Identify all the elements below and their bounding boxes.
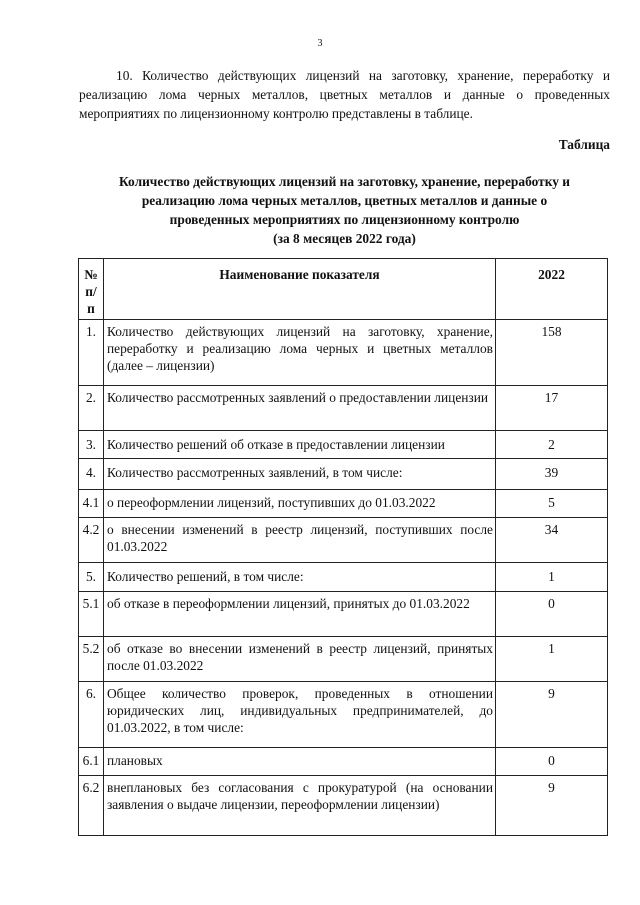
row-indicator-name: внеплановых без согласования с прокуратурой (на основании заявления о выдаче лицензии, переоформлении лицензии) — [104, 776, 496, 836]
row-number: 3. — [79, 431, 104, 459]
table-row — [79, 518, 608, 563]
row-indicator-name: о внесении изменений в реестр лицензий, поступивших после 01.03.2022 — [104, 518, 496, 563]
row-indicator-name: Количество решений, в том числе: — [104, 563, 496, 592]
licenses-table — [78, 258, 608, 836]
header-number — [79, 259, 104, 320]
table-row — [79, 459, 608, 490]
row-indicator-name: об отказе во внесении изменений в реестр лицензий, принятых после 01.03.2022 — [104, 637, 496, 682]
row-value: 17 — [496, 386, 608, 431]
table-title-line: (за 8 месяцев 2022 года) — [273, 231, 416, 246]
row-indicator-name: плановых — [104, 748, 496, 776]
row-indicator-name: об отказе в переоформлении лицензий, принятых до 01.03.2022 — [104, 592, 496, 637]
row-value: 158 — [496, 320, 608, 386]
row-value: 34 — [496, 518, 608, 563]
table-title — [79, 172, 610, 248]
row-number: 4.1 — [79, 490, 104, 518]
row-value: 9 — [496, 776, 608, 836]
row-value: 2 — [496, 431, 608, 459]
row-indicator-name: Количество рассмотренных заявлений, в том числе: — [104, 459, 496, 490]
row-indicator-name: Количество действующих лицензий на заготовку, хранение, переработку и реализацию лома черных и цветных металлов (далее – лицензии) — [104, 320, 496, 386]
row-value: 1 — [496, 563, 608, 592]
table-row — [79, 386, 608, 431]
table-row — [79, 637, 608, 682]
table-row — [79, 748, 608, 776]
table-row — [79, 563, 608, 592]
header-number-line: п — [87, 301, 95, 316]
table-caption: Таблица — [558, 137, 610, 152]
table-row — [79, 320, 608, 386]
page-number: 3 — [317, 38, 323, 49]
table-title-line: реализацию лома черных металлов, цветных металлов и данные о — [141, 193, 548, 208]
table-title-line: Количество действующих лицензий на заготовку, хранение, переработку и — [119, 174, 570, 189]
table-header-row — [79, 259, 608, 320]
row-value: 1 — [496, 637, 608, 682]
header-number-line: п/ — [85, 284, 97, 299]
row-number: 6.1 — [79, 748, 104, 776]
row-number: 1. — [79, 320, 104, 386]
table-row — [79, 592, 608, 637]
table-row — [79, 682, 608, 748]
row-number: 5.2 — [79, 637, 104, 682]
header-number-line: № — [84, 267, 98, 282]
table-row — [79, 431, 608, 459]
row-number: 6. — [79, 682, 104, 748]
row-indicator-name: о переоформлении лицензий, поступивших до 01.03.2022 — [104, 490, 496, 518]
header-year: 2022 — [496, 259, 608, 320]
row-number: 4.2 — [79, 518, 104, 563]
row-number: 5. — [79, 563, 104, 592]
table-title-line: проведенных мероприятиях по лицензионному контролю — [169, 212, 520, 227]
row-number: 4. — [79, 459, 104, 490]
table-row — [79, 776, 608, 836]
row-number: 2. — [79, 386, 104, 431]
row-value: 5 — [496, 490, 608, 518]
row-value: 0 — [496, 748, 608, 776]
intro-paragraph: 10. Количество действующих лицензий на заготовку, хранение, переработку и реализацию лома черных металлов, цветных металлов и данные о проведенных мероприятиях по лицензионному контролю представлены в таблице. — [79, 68, 610, 121]
row-value: 9 — [496, 682, 608, 748]
header-indicator-name: Наименование показателя — [104, 259, 496, 320]
row-value: 0 — [496, 592, 608, 637]
row-value: 39 — [496, 459, 608, 490]
row-indicator-name: Количество решений об отказе в предоставлении лицензии — [104, 431, 496, 459]
row-number: 6.2 — [79, 776, 104, 836]
row-indicator-name: Общее количество проверок, проведенных в отношении юридических лиц, индивидуальных предпринимателей, до 01.03.2022, в том числе: — [104, 682, 496, 748]
table-row — [79, 490, 608, 518]
table-body — [79, 320, 608, 836]
row-number: 5.1 — [79, 592, 104, 637]
row-indicator-name: Количество рассмотренных заявлений о предоставлении лицензии — [104, 386, 496, 431]
